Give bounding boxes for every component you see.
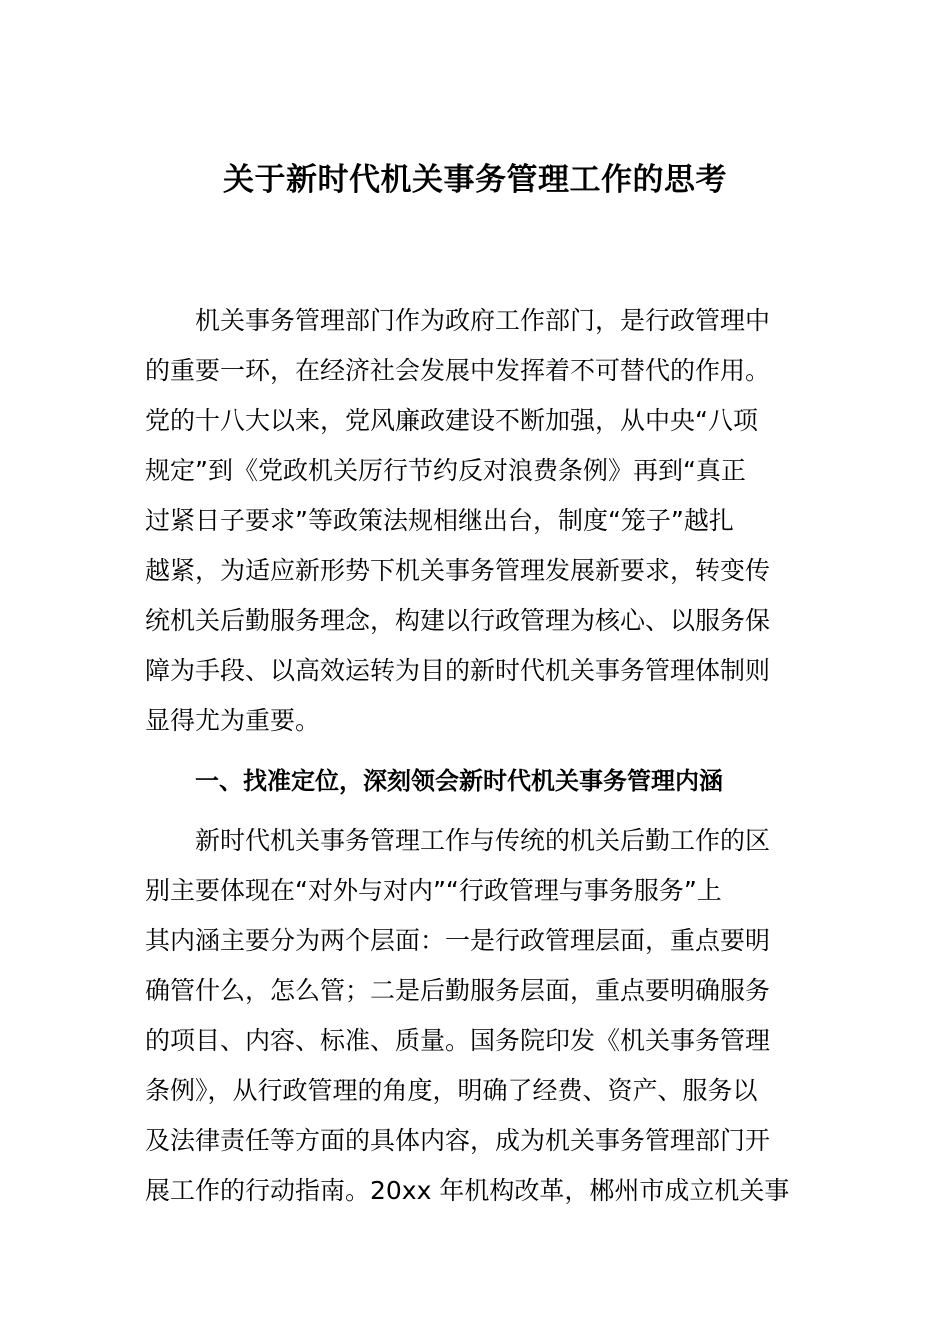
paragraph-line: 其内涵主要分为两个层面：一是行政管理层面，重点要明 <box>145 926 771 955</box>
paragraph-line: 条例》，从行政管理的角度，明确了经费、资产、服务以 <box>145 1076 758 1105</box>
paragraph-line: 越紧，为适应新形势下机关事务管理发展新要求，转变传 <box>145 556 771 585</box>
section-heading: 一、找准定位，深刻领会新时代机关事务管理内涵 <box>195 767 723 795</box>
paragraph-line: 统机关后勤服务理念，构建以行政管理为核心、以服务保 <box>145 606 771 635</box>
paragraph-line: 及法律责任等方面的具体内容，成为机关事务管理部门开 <box>145 1126 771 1155</box>
paragraph-line: 别主要体现在“对外与对内”“行政管理与事务服务”上 <box>145 876 722 905</box>
paragraph-line: 显得尤为重要。 <box>145 706 321 735</box>
paragraph-line: 机关事务管理部门作为政府工作部门，是行政管理中 <box>195 306 771 335</box>
paragraph-intro <box>145 296 810 746</box>
paragraph-line: 障为手段、以高效运转为目的新时代机关事务管理体制则 <box>145 656 771 685</box>
document-title: 关于新时代机关事务管理工作的思考 <box>223 162 727 198</box>
paragraph-line: 规定”到《党政机关厉行节约反对浪费条例》再到“真正 <box>145 456 746 485</box>
paragraph-line: 的重要一环，在经济社会发展中发挥着不可替代的作用。 <box>145 356 771 385</box>
paragraph-line: 新时代机关事务管理工作与传统的机关后勤工作的区 <box>195 826 771 855</box>
paragraph-section-one <box>145 816 810 1216</box>
paragraph-line: 党的十八大以来，党风廉政建设不断加强，从中央“八项 <box>145 406 758 435</box>
paragraph-line: 过紧日子要求”等政策法规相继出台，制度“笼子”越扎 <box>145 506 734 535</box>
paragraph-line: 的项目、内容、标准、质量。国务院印发《机关事务管理 <box>145 1026 771 1055</box>
paragraph-line: 确管什么，怎么管；二是后勤服务层面，重点要明确服务 <box>145 976 771 1005</box>
section-heading-block <box>145 756 810 806</box>
paragraph-line: 展工作的行动指南。20xx 年机构改革，郴州市成立机关事 <box>145 1176 790 1205</box>
